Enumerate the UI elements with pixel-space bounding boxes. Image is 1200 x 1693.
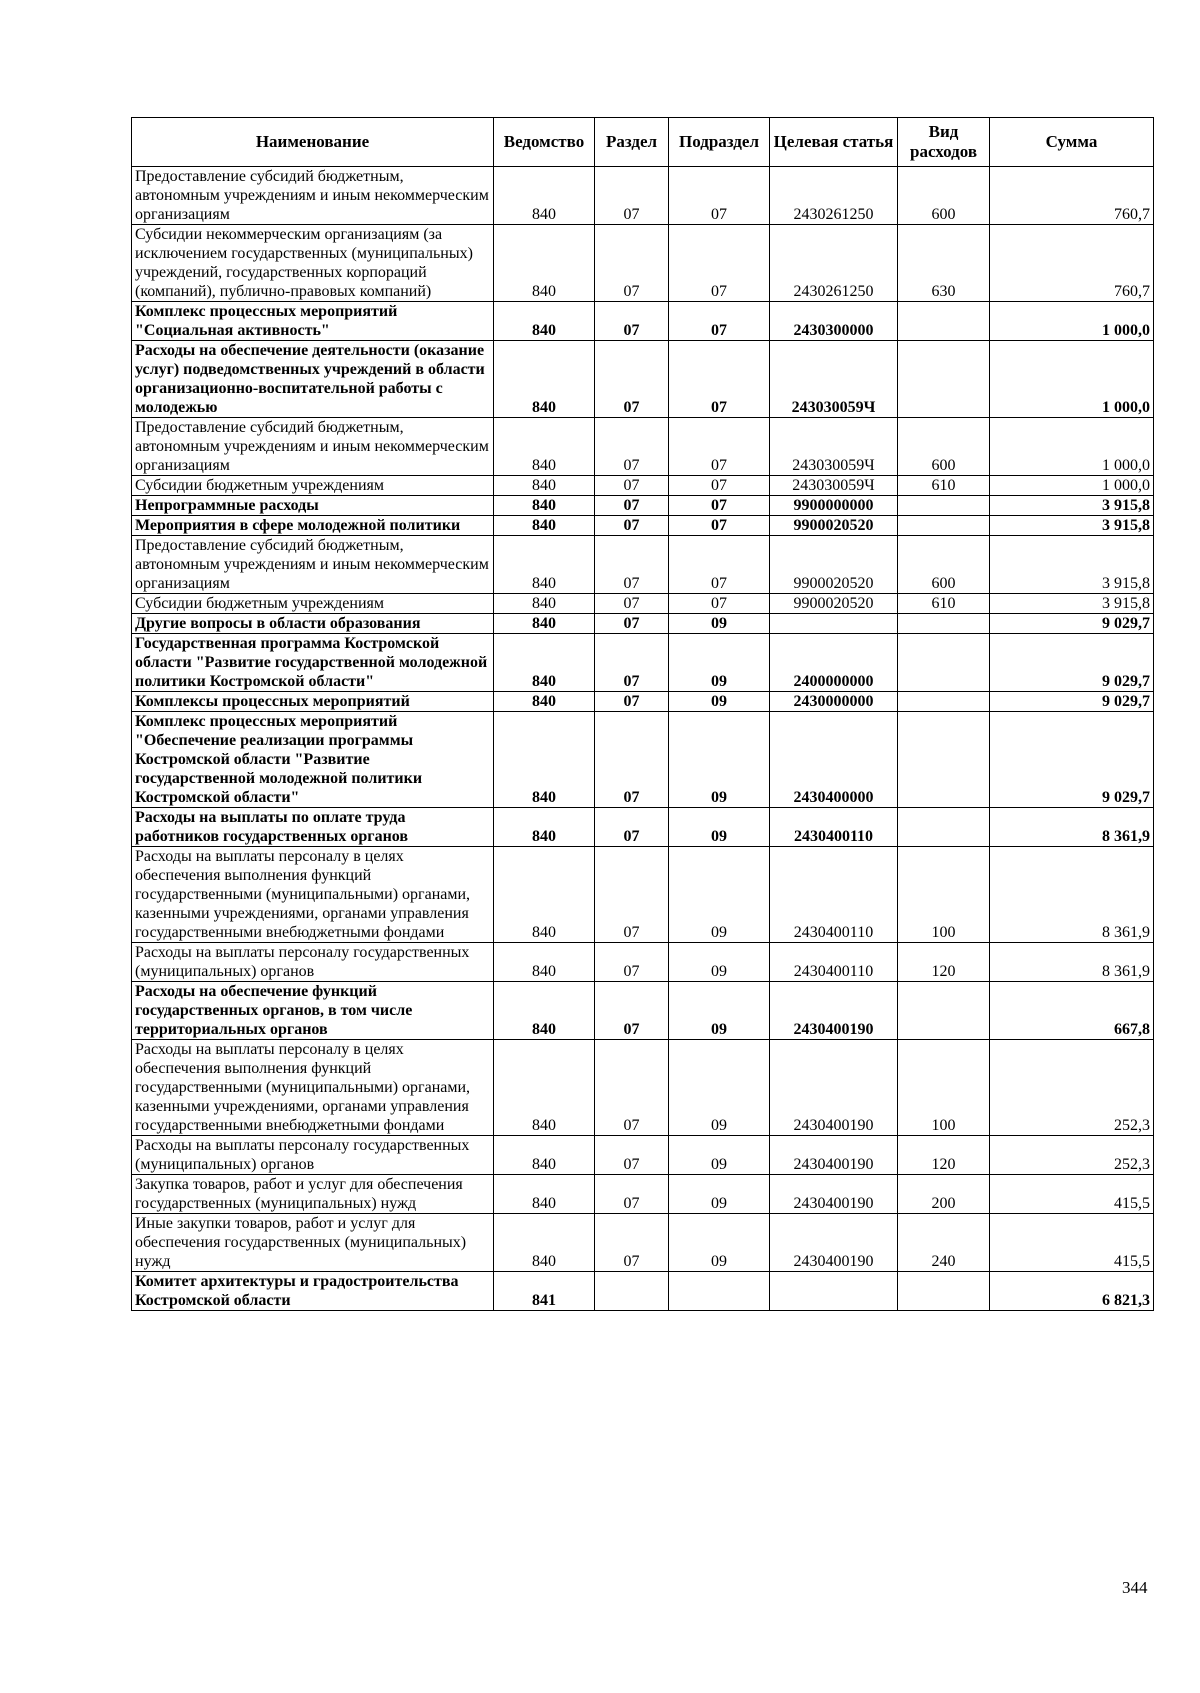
cell-vid-rashodov: 100: [898, 847, 990, 943]
table-body: [132, 167, 1154, 1311]
cell-vedomstvo: 840: [494, 341, 595, 418]
cell-name: Расходы на выплаты по оплате труда работников государственных органов: [132, 808, 494, 847]
cell-celevaya-statya: 2430400190: [770, 1175, 898, 1214]
cell-vedomstvo: 840: [494, 692, 595, 712]
cell-summa: 1 000,0: [990, 302, 1154, 341]
table-row: [132, 634, 1154, 692]
cell-razdel: 07: [595, 536, 669, 594]
cell-vedomstvo: 840: [494, 634, 595, 692]
cell-vid-rashodov: [898, 496, 990, 516]
cell-vedomstvo: 840: [494, 1040, 595, 1136]
cell-summa: 9 029,7: [990, 712, 1154, 808]
cell-podrazdel: 09: [669, 943, 770, 982]
cell-razdel: 07: [595, 496, 669, 516]
cell-summa: 3 915,8: [990, 536, 1154, 594]
cell-celevaya-statya: 2430261250: [770, 167, 898, 225]
cell-summa: 1 000,0: [990, 418, 1154, 476]
cell-podrazdel: 07: [669, 225, 770, 302]
cell-vid-rashodov: 600: [898, 536, 990, 594]
cell-summa: 8 361,9: [990, 943, 1154, 982]
cell-name: Комплекс процессных мероприятий "Обеспечение реализации программы Костромской области "Развитие государственной молодежной политики Костромской области": [132, 712, 494, 808]
cell-vedomstvo: 840: [494, 594, 595, 614]
cell-name: Комплексы процессных мероприятий: [132, 692, 494, 712]
cell-vedomstvo: 840: [494, 1136, 595, 1175]
cell-razdel: 07: [595, 692, 669, 712]
table-row: [132, 536, 1154, 594]
cell-name: Иные закупки товаров, работ и услуг для обеспечения государственных (муниципальных) нужд: [132, 1214, 494, 1272]
cell-name: Расходы на выплаты персоналу в целях обеспечения выполнения функций государственными (муниципальными) органами, казенными учреждениями, органами управления государственными внебюджетными фондами: [132, 847, 494, 943]
table-row: [132, 594, 1154, 614]
cell-summa: 9 029,7: [990, 614, 1154, 634]
cell-celevaya-statya: 2430400190: [770, 1136, 898, 1175]
cell-name: Государственная программа Костромской области "Развитие государственной молодежной политики Костромской области": [132, 634, 494, 692]
cell-name: Непрограммные расходы: [132, 496, 494, 516]
cell-podrazdel: [669, 1272, 770, 1311]
cell-podrazdel: 09: [669, 982, 770, 1040]
header-razdel: Раздел: [595, 118, 669, 167]
cell-summa: 667,8: [990, 982, 1154, 1040]
cell-name: Закупка товаров, работ и услуг для обеспечения государственных (муниципальных) нужд: [132, 1175, 494, 1214]
cell-podrazdel: 07: [669, 516, 770, 536]
cell-vid-rashodov: 120: [898, 1136, 990, 1175]
cell-vedomstvo: 840: [494, 476, 595, 496]
cell-vedomstvo: 840: [494, 712, 595, 808]
cell-vid-rashodov: [898, 1272, 990, 1311]
cell-razdel: 07: [595, 943, 669, 982]
cell-podrazdel: 09: [669, 808, 770, 847]
cell-vid-rashodov: 240: [898, 1214, 990, 1272]
cell-vedomstvo: 840: [494, 536, 595, 594]
header-summa: Сумма: [990, 118, 1154, 167]
cell-podrazdel: 07: [669, 418, 770, 476]
cell-celevaya-statya: 2430400190: [770, 1040, 898, 1136]
header-vid-rashodov: Вид расходов: [898, 118, 990, 167]
cell-name: Расходы на выплаты персоналу в целях обеспечения выполнения функций государственными (муниципальными) органами, казенными учреждениями, органами управления государственными внебюджетными фондами: [132, 1040, 494, 1136]
cell-celevaya-statya: 9900020520: [770, 536, 898, 594]
cell-vid-rashodov: [898, 341, 990, 418]
cell-vid-rashodov: [898, 516, 990, 536]
table-row: [132, 808, 1154, 847]
table-row: [132, 692, 1154, 712]
cell-celevaya-statya: 2430300000: [770, 302, 898, 341]
header-podrazdel: Подраздел: [669, 118, 770, 167]
table-row: [132, 1136, 1154, 1175]
cell-razdel: [595, 1272, 669, 1311]
cell-razdel: 07: [595, 712, 669, 808]
cell-podrazdel: 09: [669, 1214, 770, 1272]
cell-razdel: 07: [595, 808, 669, 847]
cell-podrazdel: 09: [669, 712, 770, 808]
cell-vedomstvo: 840: [494, 614, 595, 634]
cell-summa: 1 000,0: [990, 341, 1154, 418]
cell-name: Субсидии некоммерческим организациям (за исключением государственных (муниципальных) учреждений, государственных корпораций (компаний), публично-правовых компаний): [132, 225, 494, 302]
cell-vid-rashodov: [898, 614, 990, 634]
cell-podrazdel: 09: [669, 692, 770, 712]
table-row: [132, 1175, 1154, 1214]
cell-summa: 6 821,3: [990, 1272, 1154, 1311]
cell-celevaya-statya: 2430400190: [770, 982, 898, 1040]
cell-name: Комитет архитектуры и градостроительства Костромской области: [132, 1272, 494, 1311]
cell-celevaya-statya: 243030059Ч: [770, 476, 898, 496]
table-row: [132, 167, 1154, 225]
table-row: [132, 1040, 1154, 1136]
cell-vid-rashodov: [898, 808, 990, 847]
cell-celevaya-statya: 243030059Ч: [770, 341, 898, 418]
cell-vedomstvo: 840: [494, 496, 595, 516]
cell-celevaya-statya: 2430400110: [770, 808, 898, 847]
cell-vedomstvo: 840: [494, 167, 595, 225]
cell-podrazdel: 09: [669, 614, 770, 634]
cell-razdel: 07: [595, 847, 669, 943]
cell-razdel: 07: [595, 594, 669, 614]
cell-razdel: 07: [595, 418, 669, 476]
cell-razdel: 07: [595, 634, 669, 692]
cell-name: Субсидии бюджетным учреждениям: [132, 594, 494, 614]
cell-vid-rashodov: 120: [898, 943, 990, 982]
cell-name: Субсидии бюджетным учреждениям: [132, 476, 494, 496]
cell-podrazdel: 07: [669, 496, 770, 516]
cell-summa: 760,7: [990, 167, 1154, 225]
cell-podrazdel: 07: [669, 167, 770, 225]
cell-name: Расходы на обеспечение функций государственных органов, в том числе территориальных органов: [132, 982, 494, 1040]
cell-podrazdel: 09: [669, 1136, 770, 1175]
cell-razdel: 07: [595, 1136, 669, 1175]
cell-vid-rashodov: 630: [898, 225, 990, 302]
cell-vedomstvo: 840: [494, 1214, 595, 1272]
cell-podrazdel: 07: [669, 476, 770, 496]
cell-summa: 252,3: [990, 1136, 1154, 1175]
table-row: [132, 712, 1154, 808]
cell-celevaya-statya: 9900000000: [770, 496, 898, 516]
cell-celevaya-statya: 243030059Ч: [770, 418, 898, 476]
cell-celevaya-statya: 2430261250: [770, 225, 898, 302]
table-row: [132, 341, 1154, 418]
cell-razdel: 07: [595, 1040, 669, 1136]
cell-summa: 9 029,7: [990, 634, 1154, 692]
cell-podrazdel: 09: [669, 1175, 770, 1214]
cell-summa: 415,5: [990, 1214, 1154, 1272]
table-row: [132, 943, 1154, 982]
cell-summa: 415,5: [990, 1175, 1154, 1214]
table-row: [132, 982, 1154, 1040]
cell-razdel: 07: [595, 167, 669, 225]
cell-razdel: 07: [595, 516, 669, 536]
cell-name: Другие вопросы в области образования: [132, 614, 494, 634]
cell-name: Предоставление субсидий бюджетным, автономным учреждениям и иным некоммерческим организациям: [132, 418, 494, 476]
cell-vedomstvo: 840: [494, 418, 595, 476]
cell-vid-rashodov: 600: [898, 418, 990, 476]
cell-vid-rashodov: [898, 634, 990, 692]
cell-podrazdel: 09: [669, 634, 770, 692]
table-row: [132, 418, 1154, 476]
table-row: [132, 225, 1154, 302]
cell-summa: 3 915,8: [990, 496, 1154, 516]
cell-name: Расходы на обеспечение деятельности (оказание услуг) подведомственных учреждений в области организационно-воспитательной работы с молодежью: [132, 341, 494, 418]
header-name: Наименование: [132, 118, 494, 167]
cell-vedomstvo: 840: [494, 808, 595, 847]
cell-podrazdel: 09: [669, 1040, 770, 1136]
cell-celevaya-statya: 9900020520: [770, 516, 898, 536]
cell-celevaya-statya: 9900020520: [770, 594, 898, 614]
cell-podrazdel: 07: [669, 594, 770, 614]
table-header: [132, 118, 1154, 167]
cell-celevaya-statya: 2430400110: [770, 847, 898, 943]
cell-vedomstvo: 840: [494, 943, 595, 982]
cell-summa: 8 361,9: [990, 847, 1154, 943]
cell-celevaya-statya: 2430400110: [770, 943, 898, 982]
cell-podrazdel: 07: [669, 341, 770, 418]
cell-podrazdel: 09: [669, 847, 770, 943]
cell-summa: 8 361,9: [990, 808, 1154, 847]
cell-vid-rashodov: [898, 982, 990, 1040]
cell-vid-rashodov: 100: [898, 1040, 990, 1136]
table-row: [132, 516, 1154, 536]
header-celevaya-statya: Целевая статья: [770, 118, 898, 167]
table-row: [132, 1272, 1154, 1311]
header-row: [132, 118, 1154, 167]
cell-celevaya-statya: [770, 1272, 898, 1311]
cell-vedomstvo: 840: [494, 982, 595, 1040]
cell-vedomstvo: 840: [494, 302, 595, 341]
cell-podrazdel: 07: [669, 302, 770, 341]
cell-summa: 3 915,8: [990, 594, 1154, 614]
table-row: [132, 476, 1154, 496]
cell-celevaya-statya: 2400000000: [770, 634, 898, 692]
table-row: [132, 1214, 1154, 1272]
cell-name: Комплекс процессных мероприятий "Социальная активность": [132, 302, 494, 341]
cell-vid-rashodov: 600: [898, 167, 990, 225]
cell-summa: 252,3: [990, 1040, 1154, 1136]
cell-razdel: 07: [595, 302, 669, 341]
cell-vid-rashodov: [898, 692, 990, 712]
table-row: [132, 847, 1154, 943]
cell-vedomstvo: 840: [494, 516, 595, 536]
cell-name: Расходы на выплаты персоналу государственных (муниципальных) органов: [132, 1136, 494, 1175]
cell-razdel: 07: [595, 341, 669, 418]
cell-name: Мероприятия в сфере молодежной политики: [132, 516, 494, 536]
budget-table: [131, 117, 1154, 1311]
cell-celevaya-statya: 2430000000: [770, 692, 898, 712]
header-vedomstvo: Ведомство: [494, 118, 595, 167]
cell-name: Предоставление субсидий бюджетным, автономным учреждениям и иным некоммерческим организациям: [132, 167, 494, 225]
cell-celevaya-statya: [770, 614, 898, 634]
cell-name: Предоставление субсидий бюджетным, автономным учреждениям и иным некоммерческим организациям: [132, 536, 494, 594]
cell-summa: 760,7: [990, 225, 1154, 302]
cell-razdel: 07: [595, 614, 669, 634]
cell-celevaya-statya: 2430400190: [770, 1214, 898, 1272]
cell-razdel: 07: [595, 1214, 669, 1272]
cell-summa: 9 029,7: [990, 692, 1154, 712]
cell-razdel: 07: [595, 225, 669, 302]
cell-name: Расходы на выплаты персоналу государственных (муниципальных) органов: [132, 943, 494, 982]
cell-vid-rashodov: 610: [898, 594, 990, 614]
table-row: [132, 302, 1154, 341]
cell-vedomstvo: 840: [494, 847, 595, 943]
cell-vedomstvo: 841: [494, 1272, 595, 1311]
cell-vid-rashodov: 610: [898, 476, 990, 496]
cell-podrazdel: 07: [669, 536, 770, 594]
cell-vedomstvo: 840: [494, 1175, 595, 1214]
cell-razdel: 07: [595, 1175, 669, 1214]
table-row: [132, 496, 1154, 516]
cell-vid-rashodov: 200: [898, 1175, 990, 1214]
cell-vedomstvo: 840: [494, 225, 595, 302]
cell-vid-rashodov: [898, 712, 990, 808]
table-row: [132, 614, 1154, 634]
cell-summa: 1 000,0: [990, 476, 1154, 496]
page-number: 344: [1122, 1578, 1148, 1597]
cell-vid-rashodov: [898, 302, 990, 341]
cell-summa: 3 915,8: [990, 516, 1154, 536]
cell-razdel: 07: [595, 982, 669, 1040]
cell-celevaya-statya: 2430400000: [770, 712, 898, 808]
cell-razdel: 07: [595, 476, 669, 496]
